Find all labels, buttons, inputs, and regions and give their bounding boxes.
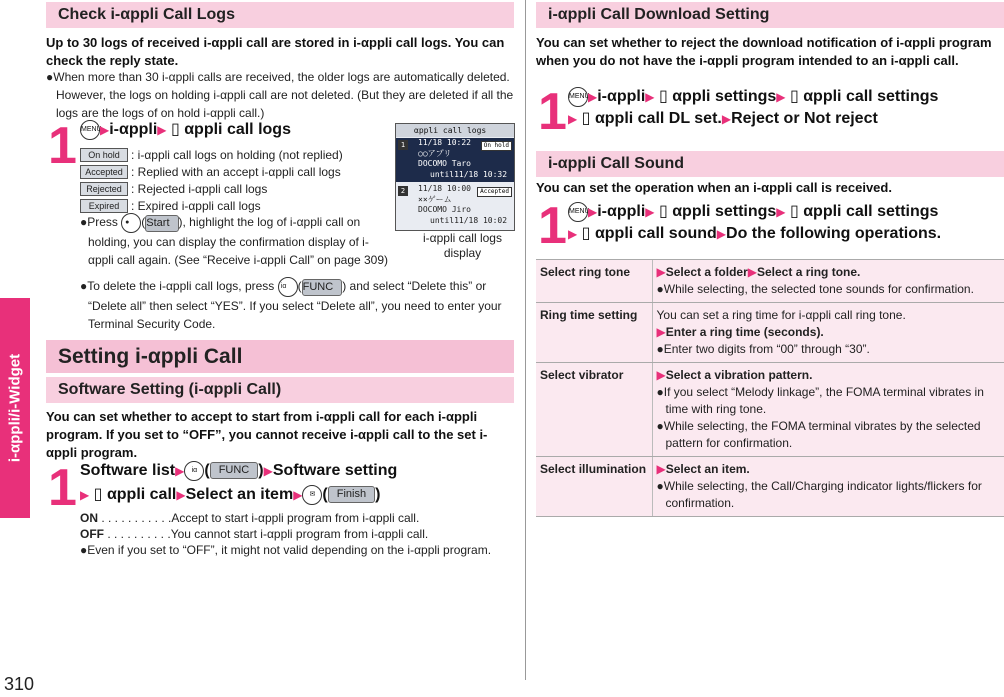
software-setting-intro: You can set whether to accept to start from i-αppli call for each i-αppli program. If you set to “OFF”, you cannot receive i-αppli call to the set i-αppli program. (46, 409, 488, 460)
side-tab (0, 298, 30, 518)
table-row (536, 303, 1004, 363)
func-softkey-2: FUNC (210, 462, 259, 479)
dl-step-line-2: ▶ ▯ αppli call DL set.▶Reject or Not reject (568, 110, 878, 127)
call-logs-display (395, 123, 515, 231)
step-number: 1 (48, 117, 77, 175)
badge-on-hold-desc: : i-αppli call logs on holding (not replied) (131, 148, 343, 162)
check-logs-header: Check i-αppli Call Logs (46, 2, 514, 28)
page-number: 310 (4, 674, 35, 694)
software-setting-header: Software Setting (i-αppli Call) (46, 377, 514, 403)
column-divider (525, 0, 526, 680)
badge-accepted: Accepted (80, 165, 128, 179)
menu-key-icon: MENU (80, 120, 100, 140)
row-value: ▶Select a folder▶Select a ring tone. ●While selecting, the selected tone sounds for confirmation. (652, 260, 1004, 303)
check-logs-bullet: ●When more than 30 i-αppli calls are received, the older logs are automatically deleted. However, the logs on holding i-αppli call are not deleted. (But they are deleted if all the logs are the logs of on hold i-αppli call.) (46, 70, 514, 120)
check-logs-step: MENU▶i-αppli▶ ▯ αppli call logs (81, 121, 291, 138)
table-row (536, 260, 1004, 303)
mail-key-icon: ✉ (302, 485, 322, 505)
check-logs-intro: Up to 30 logs of received i-αppli call are stored in i-αppli call logs. You can check the reply state. (46, 35, 505, 68)
display-caption: i-αppli call logs display (423, 231, 502, 260)
badge-rejected: Rejected (80, 182, 128, 196)
func-softkey: FUNC (302, 279, 343, 296)
finish-softkey: Finish (328, 486, 375, 503)
center-key-icon: ● (121, 213, 141, 233)
sw-note: ●Even if you set to “OFF”, it might not valid depending on the i-αppli program. (80, 543, 492, 557)
row-value: ▶Select an item. ●While selecting, the Call/Charging indicator lights/flickers for confirmation. (652, 457, 1004, 517)
sound-step-line-1: MENU▶i-αppli▶ ▯ αppli settings▶ ▯ αppli call settings (569, 203, 939, 220)
row-value: You can set a ring time for i-αppli call ring tone. ▶Enter a ring time (seconds). ●Enter two digits from “00” through “30”. (652, 303, 1004, 363)
badge-on-hold: On hold (80, 148, 128, 162)
dl-setting-intro: You can set whether to reject the download notification of i-αppli program when you do not have the i-αppli program intended to an i-αppli call. (536, 35, 992, 68)
log-row-1: 1 On hold 11/18 10:22 ○○アプリ DOCOMO Taro until11/18 10:32 (396, 138, 514, 182)
sound-intro: You can set the operation when an i-αppli call is received. (536, 180, 892, 195)
dl-setting-header: i-αppli Call Download Setting (536, 2, 1004, 28)
badge-expired-desc: : Expired i-αppli call logs (131, 199, 261, 213)
badge-rejected-desc: : Rejected i-αppli call logs (131, 182, 268, 196)
side-tab-label: i-αppli/i-Widget (6, 353, 24, 463)
sound-step-line-2: ▶ ▯ αppli call sound▶Do the following operations. (568, 225, 942, 242)
row-key: Select illumination (536, 457, 652, 517)
badge-expired: Expired (80, 199, 128, 213)
setting-header: Setting i-αppli Call (46, 340, 514, 373)
row-key: Select ring tone (536, 260, 652, 303)
sound-header: i-αppli Call Sound (536, 151, 1004, 177)
dl-step-line-1: MENU▶i-αppli▶ ▯ αppli settings▶ ▯ αppli call settings (569, 88, 939, 105)
sound-step-number: 1 (538, 197, 567, 255)
off-option: OFF . . . . . . . . . .You cannot start i-αppli program from i-αppli call. (80, 527, 429, 541)
badge-accepted-desc: : Replied with an accept i-αppli call logs (131, 165, 341, 179)
start-softkey: Start (145, 215, 178, 232)
row-key: Ring time setting (536, 303, 652, 363)
on-option: ON . . . . . . . . . . .Accept to start i-αppli program from i-αppli call. (80, 511, 420, 525)
menu-key-icon-2: MENU (568, 87, 588, 107)
row-key: Select vibrator (536, 363, 652, 457)
table-row (536, 363, 1004, 457)
i-appli-key-icon-2: iα (184, 461, 204, 481)
dl-step-number: 1 (538, 83, 567, 141)
sound-operations-table (536, 259, 1004, 517)
table-row (536, 457, 1004, 517)
menu-key-icon-3: MENU (568, 202, 588, 222)
check-logs-bullet-text: When more than 30 i-αppli calls are received, the older logs are automatically deleted. However, the logs on holding i-αppli call are not deleted. (But they are deleted if all the logs are the logs of on hold i-αppli call.) (53, 70, 514, 120)
i-appli-key-icon: iα (278, 277, 298, 297)
sw-step-line-1: Software list▶ iα ( FUNC )▶Software setting (80, 462, 398, 479)
display-title: αppli call logs (396, 124, 514, 137)
sw-step-number: 1 (48, 459, 77, 517)
delete-logs-note: ●To delete the i-αppli call logs, press iα (FUNC ) and select “Delete this” or “Delete all” then select “YES”. If you select “Delete all”, you need to enter your Terminal Security Code. (80, 277, 512, 333)
row-value: ▶Select a vibration pattern. ●If you select “Melody linkage”, the FOMA terminal vibrates in time with ring tone. ●While selecting, the FOMA terminal vibrates by the selected pattern for confirmation. (652, 363, 1004, 457)
sw-step-line-2: ▶ ▯ αppli call▶Select an item▶ ✉ ( Finish ) (80, 486, 381, 503)
log-row-2: 2 Accepted 11/18 10:00 ××ゲーム DOCOMO Jiro until11/18 10:02 (396, 184, 514, 230)
press-start-note: ●Press ● (Start ), highlight the log of i-αppli call on holding, you can display the confirmation display of i-αppli call again. (See “Receive i-αppli Call” on page 309) (80, 213, 390, 269)
